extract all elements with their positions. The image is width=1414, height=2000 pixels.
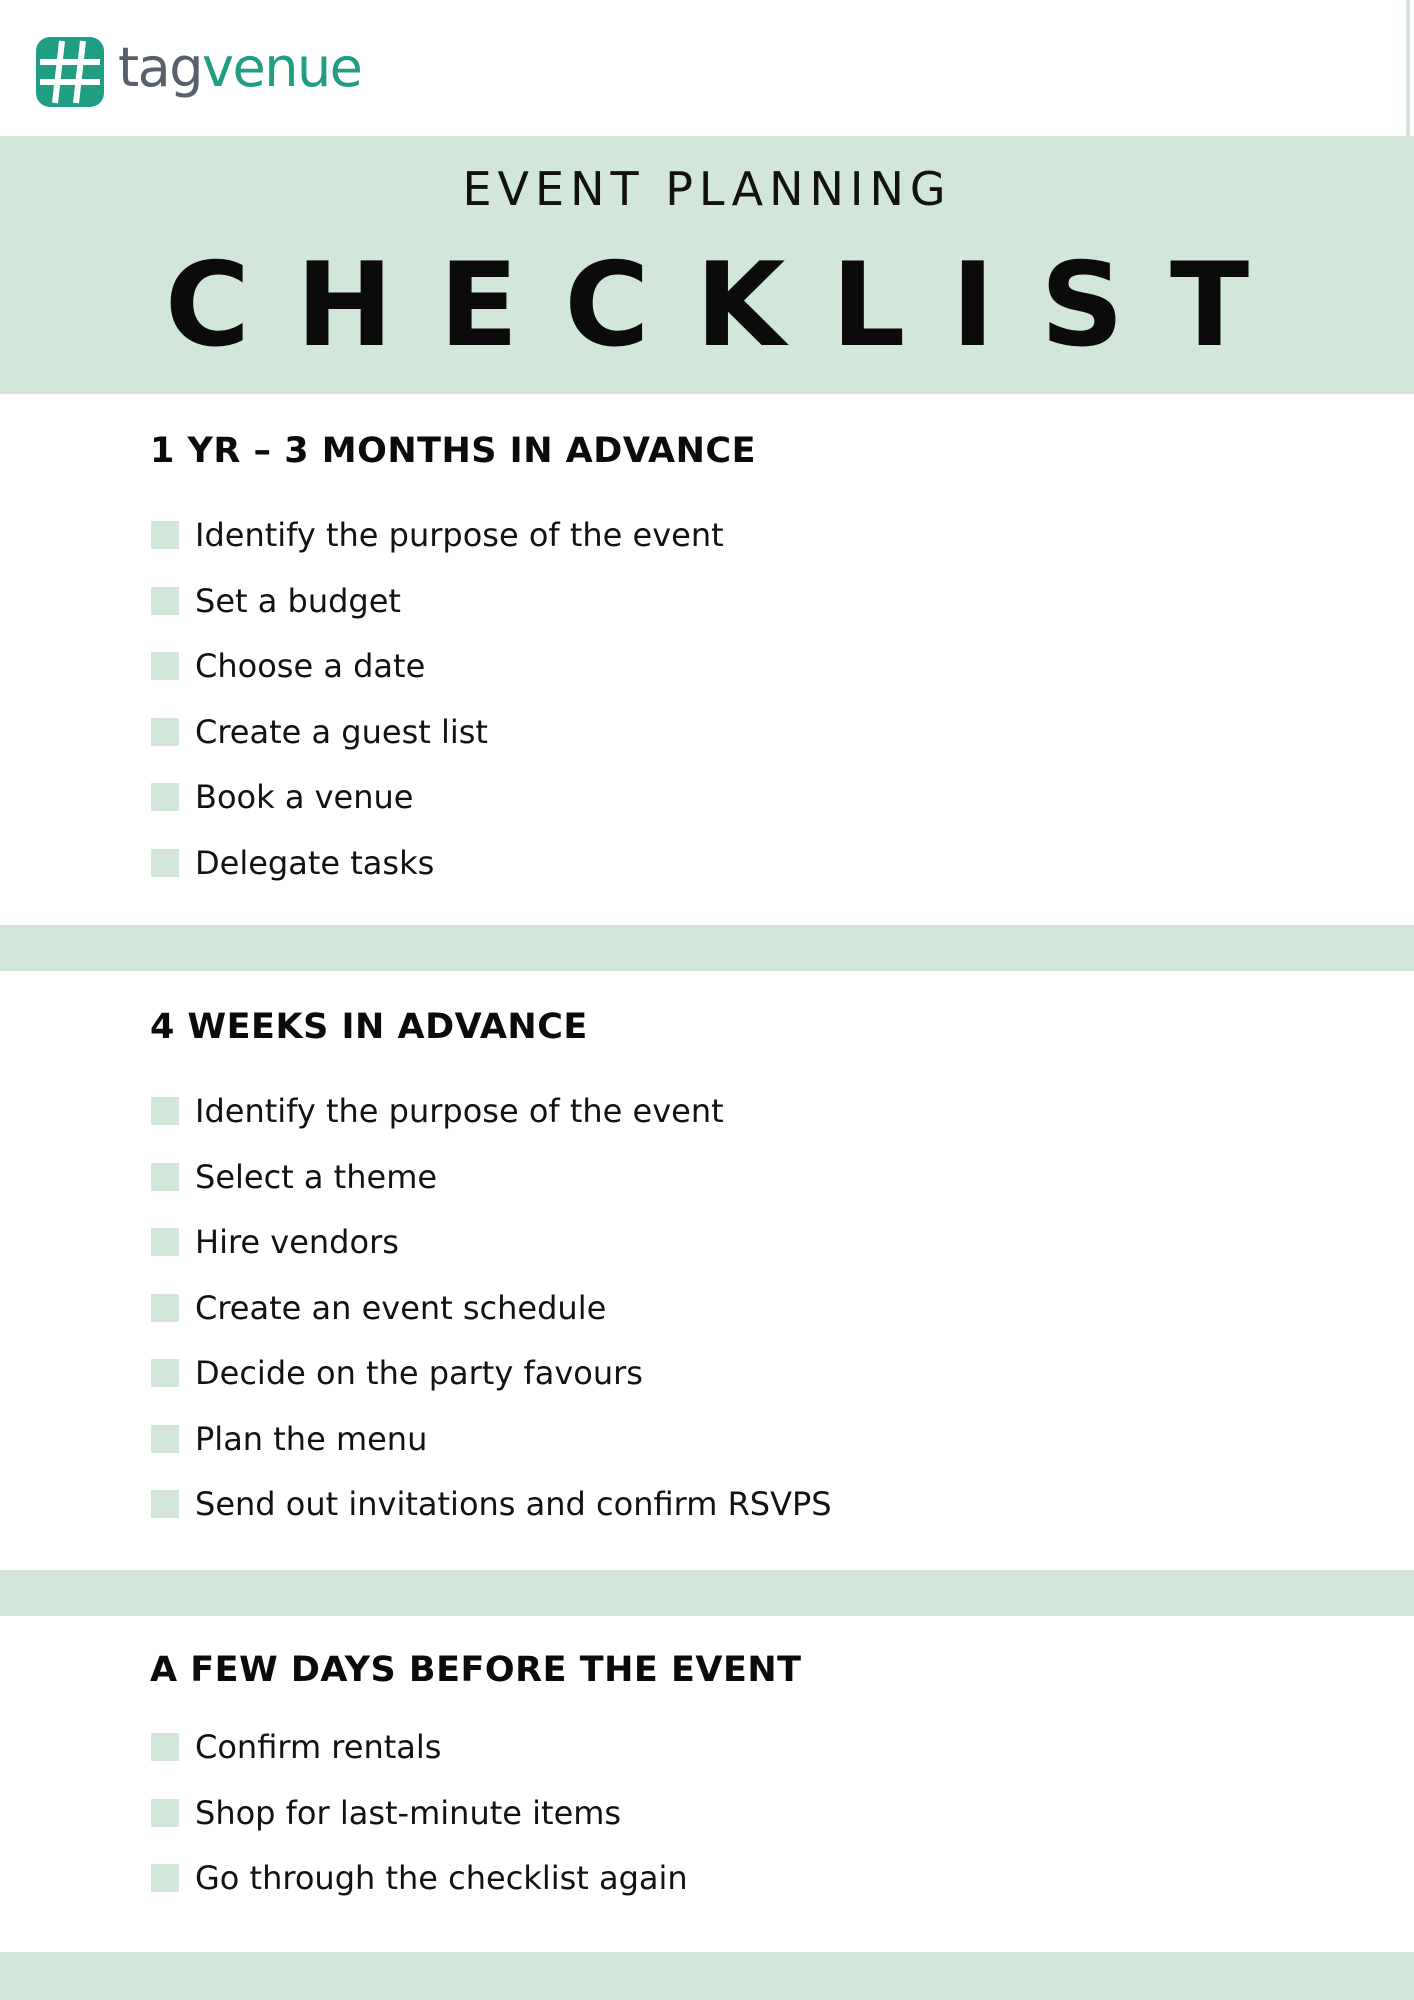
checklist-1yr-3months	[151, 518, 724, 911]
checkbox[interactable]	[151, 652, 179, 680]
list-item	[151, 1094, 832, 1160]
item-label: Identify the purpose of the event	[195, 1092, 724, 1130]
item-label: Choose a date	[195, 647, 426, 685]
checkbox[interactable]	[151, 1864, 179, 1892]
checkbox[interactable]	[151, 521, 179, 549]
item-label: Identify the purpose of the event	[195, 516, 724, 554]
item-label: Confirm rentals	[195, 1728, 442, 1766]
item-label: Create a guest list	[195, 712, 488, 751]
list-item	[151, 1487, 832, 1553]
section-divider	[0, 1570, 1414, 1616]
checkbox[interactable]	[151, 587, 179, 615]
checklist-few-days-before	[151, 1730, 688, 1927]
item-label: Select a theme	[195, 1157, 438, 1196]
item-label: Set a budget	[195, 581, 401, 620]
list-item	[151, 649, 724, 715]
hashtag-logo-icon	[36, 37, 104, 107]
checkbox[interactable]	[151, 1294, 179, 1322]
list-item	[151, 1419, 832, 1488]
banner-title: CHECKLIST	[164, 238, 1296, 373]
list-item	[151, 518, 724, 584]
list-item	[151, 1288, 832, 1357]
checkbox[interactable]	[151, 1733, 179, 1761]
item-label: Decide on the party favours	[195, 1354, 643, 1392]
list-item	[151, 843, 724, 912]
item-label: Plan the menu	[195, 1419, 428, 1458]
checkbox[interactable]	[151, 783, 179, 811]
logo-wordmark	[118, 36, 362, 99]
checkbox[interactable]	[151, 1359, 179, 1387]
list-item	[151, 1793, 688, 1862]
tagvenue-logo[interactable]	[36, 36, 361, 108]
item-label: Go through the checklist again	[195, 1859, 688, 1897]
section-heading-1yr-3months: 1 YR – 3 MONTHS IN ADVANCE	[150, 431, 757, 471]
checkbox[interactable]	[151, 718, 179, 746]
checkbox[interactable]	[151, 1163, 179, 1191]
checkbox[interactable]	[151, 1799, 179, 1827]
list-item	[151, 1225, 832, 1291]
list-item	[151, 780, 724, 846]
list-item	[151, 712, 724, 781]
item-label: Shop for last-minute items	[195, 1793, 622, 1832]
item-label: Hire vendors	[195, 1223, 399, 1261]
footer-bar	[0, 1952, 1414, 2000]
list-item	[151, 1730, 688, 1796]
section-heading-4weeks: 4 WEEKS IN ADVANCE	[150, 1007, 588, 1047]
checkbox[interactable]	[151, 1228, 179, 1256]
item-label: Book a venue	[195, 778, 414, 816]
logo-text-tag: tag	[118, 36, 203, 99]
list-item	[151, 1157, 832, 1226]
list-item	[151, 1861, 688, 1927]
checkbox[interactable]	[151, 849, 179, 877]
checkbox[interactable]	[151, 1097, 179, 1125]
checkbox[interactable]	[151, 1490, 179, 1518]
item-label: Send out invitations and confirm RSVPS	[195, 1485, 832, 1523]
list-item	[151, 1356, 832, 1422]
item-label: Create an event schedule	[195, 1288, 607, 1327]
logo-text-venue: venue	[202, 36, 362, 99]
title-banner	[0, 136, 1414, 394]
section-divider	[0, 925, 1414, 971]
checkbox[interactable]	[151, 1425, 179, 1453]
section-heading-few-days-before: A FEW DAYS BEFORE THE EVENT	[150, 1650, 802, 1690]
banner-subtitle: EVENT PLANNING	[462, 162, 952, 216]
item-label: Delegate tasks	[195, 843, 435, 882]
right-edge-accent	[1406, 0, 1410, 136]
list-item	[151, 581, 724, 650]
checklist-4weeks	[151, 1094, 832, 1553]
